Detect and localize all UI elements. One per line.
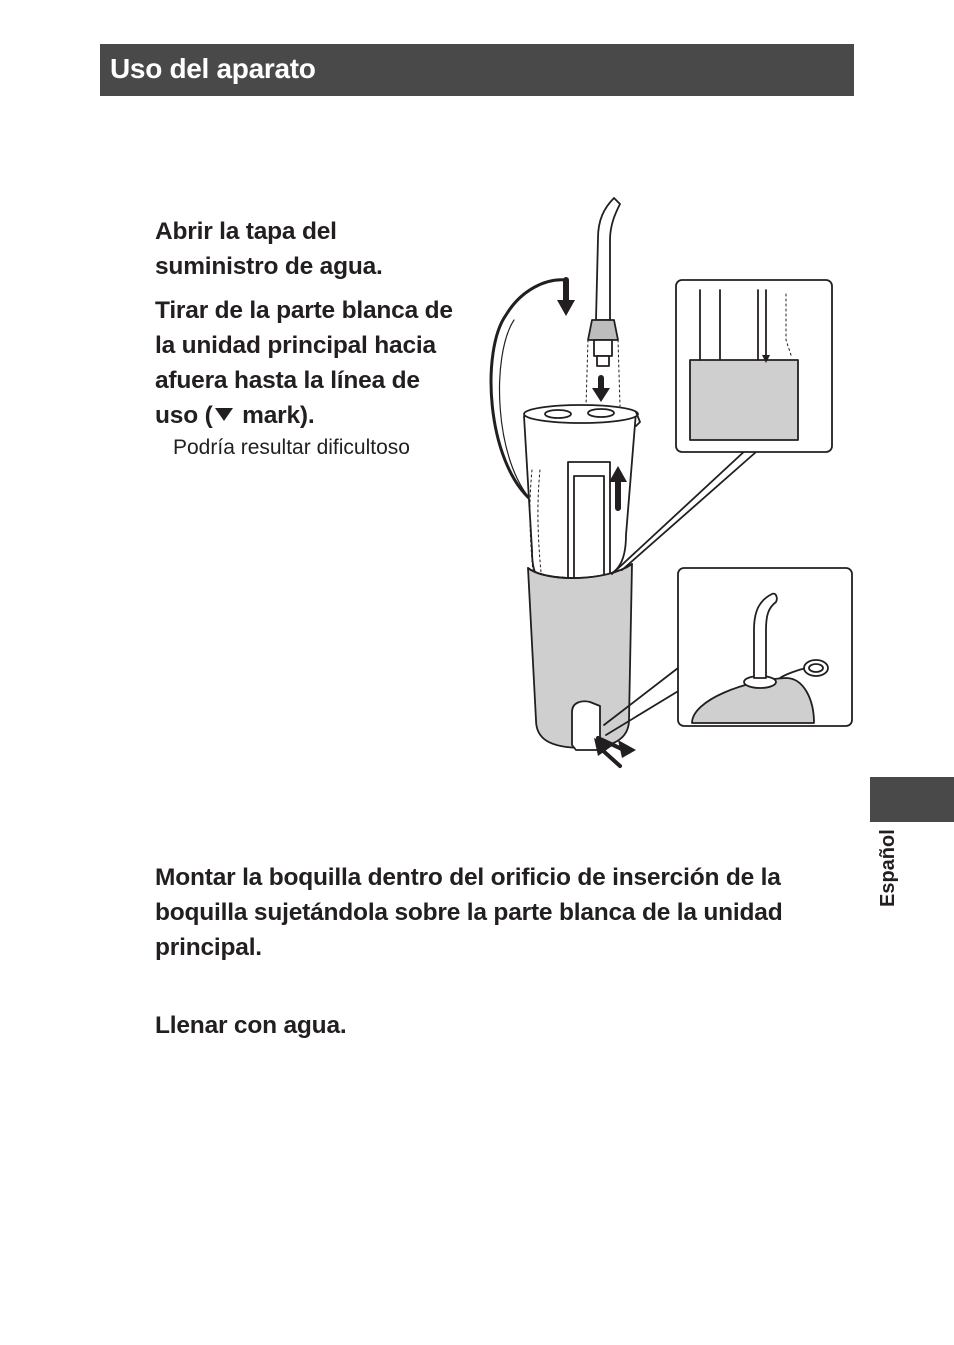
section-title: Uso del aparato: [110, 53, 316, 84]
step-mount-line-1: Montar la boquilla dentro del orificio de inserción de la: [155, 864, 781, 891]
step-mount-nozzle: [155, 860, 783, 965]
step-pull-line-4-suffix: mark).: [235, 402, 315, 429]
step-mount-line-2: boquilla sujetándola sobre la parte blanca de la unidad: [155, 899, 783, 926]
step-pull-line-1: Tirar de la parte blanca de: [155, 297, 453, 324]
step-open-cover-line-1: Abrir la tapa del: [155, 218, 337, 245]
language-tab: [870, 777, 954, 822]
step-mount-line-3: principal.: [155, 934, 262, 961]
step-pull-note: Podría resultar dificultoso: [173, 436, 410, 459]
step-open-cover-line-2: suministro de agua.: [155, 253, 383, 280]
step-open-cover: [155, 214, 383, 284]
step-pull-line-4-prefix: uso (: [155, 402, 213, 429]
language-label: Español: [877, 829, 899, 907]
irrigator-illustration: [486, 190, 856, 775]
triangle-down-icon: [215, 408, 233, 421]
step-pull-line-3: afuera hasta la línea de: [155, 367, 420, 394]
step-pull-line-4: [155, 398, 453, 433]
step-pull-white-part: [155, 293, 453, 433]
step-fill-water: Llenar con agua.: [155, 1012, 347, 1039]
step-pull-line-2: la unidad principal hacia: [155, 332, 436, 359]
section-header: [100, 44, 854, 96]
